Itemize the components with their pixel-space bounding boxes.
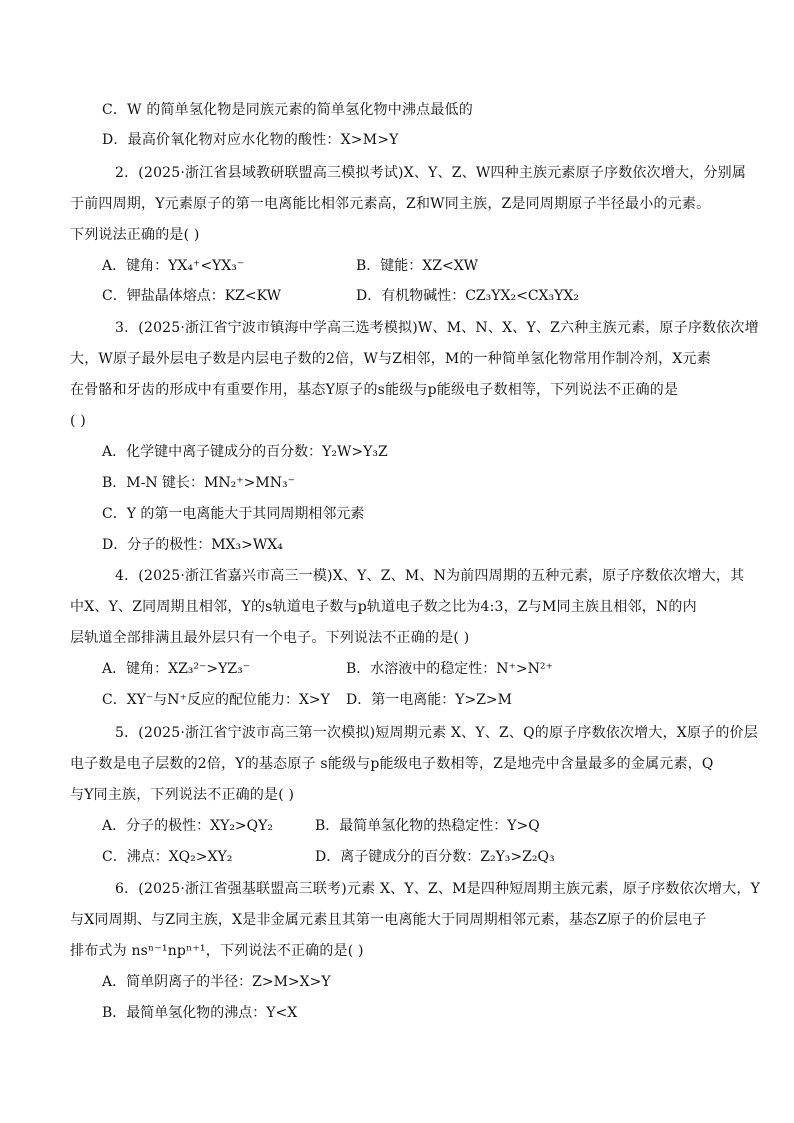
question-3-option-a: A．化学键中离子键成分的百分数：Y₂W>Y₃Z xyxy=(102,444,388,460)
question-3-line-4: ( ) xyxy=(70,413,86,429)
question-3-option-c: C．Y 的第一电离能大于其同周期相邻元素 xyxy=(102,506,365,522)
question-5-option-d: D．离子键成分的百分数：Z₂Y₃>Z₂Q₃ xyxy=(315,849,555,865)
question-2-option-c: C．钾盐晶体熔点：KZ<KW xyxy=(102,288,281,304)
question-6-option-b: B．最简单氢化物的沸点：Y<X xyxy=(102,1005,298,1021)
option-d-prev: D．最高价氧化物对应水化物的酸性：X>M>Y xyxy=(102,132,399,148)
question-4-line-1: 4．(2025·浙江省嘉兴市高三一模)X、Y、Z、M、N为前四周期的五种元素，原子序数依次增大，其 xyxy=(115,568,745,584)
question-2-line-1: 2．(2025·浙江省县域教研联盟高三模拟考试)X、Y、Z、W四种主族元素原子序数依次增大，分别属 xyxy=(115,165,747,181)
question-3-line-3: 在骨骼和牙齿的形成中有重要作用，基态Y原子的s能级与p能级电子数相等，下列说法不正确的是 xyxy=(70,382,679,398)
question-4-option-c: C．XY⁻与N⁺反应的配位能力：X>Y xyxy=(102,692,330,708)
question-5-option-a: A．分子的极性：XY₂>QY₂ xyxy=(102,818,273,834)
question-6-line-2: 与X同周期、与Z同主族，X是非金属元素且其第一电离能大于同周期相邻元素，基态Z原子的价层电子 xyxy=(70,912,707,928)
option-c-prev: C．W 的简单氢化物是同族元素的简单氢化物中沸点最低的 xyxy=(102,102,473,118)
question-4-option-a: A．键角：XZ₃²⁻>YZ₃⁻ xyxy=(102,661,251,677)
question-2-line-2: 于前四周期，Y元素原子的第一电离能比相邻元素高，Z和W同主族，Z是同周期原子半径最小的元素。 xyxy=(70,196,711,212)
question-2-option-d: D．有机物碱性：CZ₃YX₂<CX₃YX₂ xyxy=(356,288,579,304)
question-2-option-a: A．键角：YX₄⁺<YX₃⁻ xyxy=(102,258,245,274)
question-3-line-1: 3．(2025·浙江省宁波市镇海中学高三选考模拟)W、M、N、X、Y、Z六种主族元素，原子序数依次增 xyxy=(115,320,759,336)
question-3-option-d: D．分子的极性：MX₃>WX₄ xyxy=(102,537,283,553)
question-4-option-b: B．水溶液中的稳定性：N⁺>N²⁺ xyxy=(346,661,553,677)
question-3-option-b: B．M-N 键长：MN₂⁺>MN₃⁻ xyxy=(102,475,295,491)
question-2-line-3: 下列说法正确的是( ) xyxy=(70,227,200,243)
question-2-option-b: B．键能：XZ<XW xyxy=(356,258,479,274)
question-5-line-2: 电子数是电子层数的2倍，Y的基态原子 s能级与p能级电子数相等，Z是地壳中含量最多的金属元素，Q xyxy=(70,756,714,772)
question-3-line-2: 大，W原子最外层电子数是内层电子数的2倍，W与Z相邻，M的一种简单氢化物常用作制冷剂，X元素 xyxy=(70,351,711,367)
question-4-line-2: 中X、Y、Z同周期且相邻，Y的s轨道电子数与p轨道电子数之比为4:3，Z与M同主族且相邻，N的内 xyxy=(70,599,697,615)
question-6-line-3: 排布式为 nsⁿ⁻¹npⁿ⁺¹，下列说法不正确的是( ) xyxy=(70,943,364,959)
question-5-option-b: B．最简单氢化物的热稳定性：Y>Q xyxy=(315,818,540,834)
question-5-line-3: 与Y同主族，下列说法不正确的是( ) xyxy=(70,787,295,803)
question-5-line-1: 5．(2025·浙江省宁波市高三第一次模拟)短周期元素 X、Y、Z、Q的原子序数依次增大，X原子的价层 xyxy=(115,725,758,741)
question-4-option-d: D．第一电离能：Y>Z>M xyxy=(346,692,512,708)
question-5-option-c: C．沸点：XQ₂>XY₂ xyxy=(102,849,233,865)
question-6-line-1: 6．(2025·浙江省强基联盟高三联考)元素 X、Y、Z、M是四种短周期主族元素，原子序数依次增大，Y xyxy=(115,881,761,897)
question-4-line-3: 层轨道全部排满且最外层只有一个电子。下列说法不正确的是( ) xyxy=(70,630,470,646)
question-6-option-a: A．简单阴离子的半径：Z>M>X>Y xyxy=(102,974,331,990)
